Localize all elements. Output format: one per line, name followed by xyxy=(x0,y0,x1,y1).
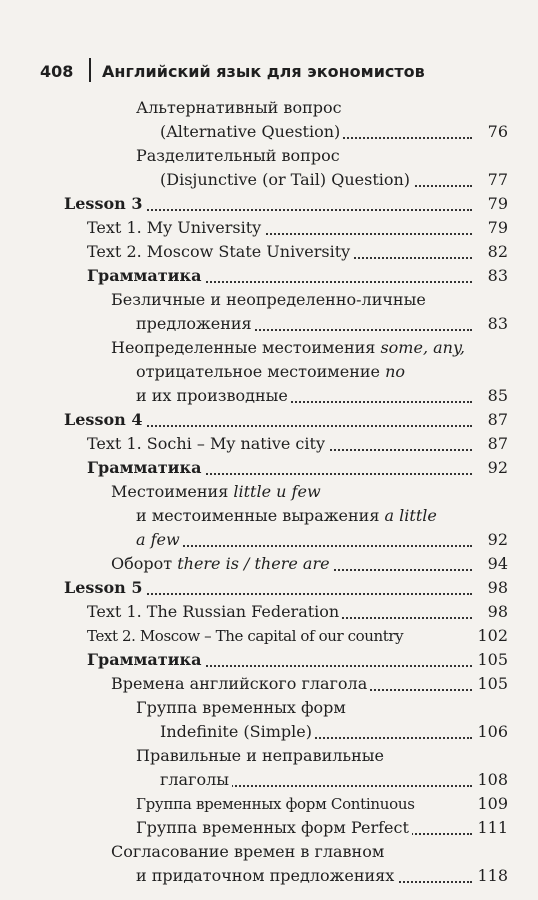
toc-text-italic: there is / there are xyxy=(177,554,330,573)
book-title: Английский язык для экономистов xyxy=(102,62,425,81)
toc-entry-label: Времена английского глагола xyxy=(111,672,370,696)
toc-text-part: Оборот xyxy=(111,554,173,573)
toc-page-number: 87 xyxy=(487,410,508,429)
toc-page-number: 82 xyxy=(487,242,508,261)
toc-lesson xyxy=(64,576,508,600)
toc-page-number: 92 xyxy=(487,530,508,549)
toc-entry-text: Правильные и неправильные xyxy=(136,746,384,765)
toc-entry-label: глаголы xyxy=(160,768,232,792)
toc-entry-text xyxy=(111,480,321,504)
toc-entry-text xyxy=(136,360,405,384)
toc-entry xyxy=(136,792,508,816)
toc-entry xyxy=(160,768,508,792)
toc-entry xyxy=(87,432,508,456)
toc-entry xyxy=(87,624,508,648)
toc-entry-label: и их производные xyxy=(136,384,291,408)
toc-grammar xyxy=(87,648,508,672)
toc-page-number: 92 xyxy=(487,458,508,477)
toc-entry xyxy=(87,600,508,624)
toc-entry-label: Группа временных форм Perfect xyxy=(136,816,412,840)
toc-entry-label: Text 2. Moscow – The capital of our country xyxy=(87,624,406,648)
toc-text-part: Неопределенные местоимения xyxy=(111,338,376,357)
toc-entry xyxy=(136,384,508,408)
toc-page-number: 98 xyxy=(487,578,508,597)
toc-grammar xyxy=(87,264,508,288)
toc-page-number: 102 xyxy=(477,626,508,645)
toc-lesson-label: Lesson 5 xyxy=(64,576,145,600)
toc-page-number: 83 xyxy=(487,266,508,285)
toc-lesson-label: Lesson 3 xyxy=(64,192,145,216)
toc-entry xyxy=(136,864,508,888)
toc-lesson xyxy=(64,408,508,432)
toc-entry-text: Группа временных форм xyxy=(136,698,346,717)
toc-entry-label: a few xyxy=(136,528,183,552)
toc-page-number: 79 xyxy=(487,194,508,213)
toc-entry xyxy=(87,216,508,240)
toc-entry xyxy=(111,552,508,576)
toc-text-italic: no xyxy=(385,362,406,381)
toc-entry xyxy=(136,528,508,552)
toc-page-number: 94 xyxy=(487,554,508,573)
toc-entry-label: Группа временных форм Continuous xyxy=(136,792,418,816)
toc-page-number: 105 xyxy=(477,674,508,693)
toc-entry-text: Альтернативный вопрос xyxy=(136,98,342,117)
toc-entry-label: Text 1. Sochi – My native city xyxy=(87,432,328,456)
toc-entry xyxy=(136,312,508,336)
page-number: 408 xyxy=(40,62,74,81)
toc-entry-label: (Disjunctive (or Tail) Question) xyxy=(160,168,413,192)
toc-lesson-label: Lesson 4 xyxy=(64,408,145,432)
toc-page-number: 118 xyxy=(477,866,508,885)
toc-entry xyxy=(160,120,508,144)
toc-page-number: 79 xyxy=(487,218,508,237)
toc-grammar-label: Грамматика xyxy=(87,264,204,288)
toc-page-number: 109 xyxy=(477,794,508,813)
toc-page-number: 76 xyxy=(487,122,508,141)
toc-entry-label: предложения xyxy=(136,312,255,336)
toc-entry-text: Согласование времен в главном xyxy=(111,842,385,861)
toc-entry-label: Text 1. The Russian Federation xyxy=(87,600,342,624)
toc-text-italic: some, any, xyxy=(380,338,465,357)
toc-entry-text: Безличные и неопределенно-личные xyxy=(111,290,426,309)
toc-entry-text xyxy=(111,336,465,360)
toc-page-number: 106 xyxy=(477,722,508,741)
toc-text-part: и местоименные выражения xyxy=(136,506,380,525)
toc-entry xyxy=(111,672,508,696)
toc-grammar-label: Грамматика xyxy=(87,456,204,480)
toc-text-part: Местоимения xyxy=(111,482,229,501)
toc-grammar xyxy=(87,456,508,480)
toc-entry-text xyxy=(136,504,437,528)
toc-entry-label: (Alternative Question) xyxy=(160,120,343,144)
toc-entry-label xyxy=(111,552,333,576)
toc-page-number: 98 xyxy=(487,602,508,621)
toc-entry-text: Разделительный вопрос xyxy=(136,146,340,165)
toc-page-number: 85 xyxy=(487,386,508,405)
toc-text-italic: a little xyxy=(384,506,437,525)
toc-lesson xyxy=(64,192,508,216)
toc-page-number: 77 xyxy=(487,170,508,189)
toc-page-number: 105 xyxy=(477,650,508,669)
toc-page-number: 83 xyxy=(487,314,508,333)
toc-entry xyxy=(160,168,508,192)
toc-page-number: 108 xyxy=(477,770,508,789)
toc-page-number: 87 xyxy=(487,434,508,453)
toc-entry-label: Indefinite (Simple) xyxy=(160,720,315,744)
toc-entry-label: и придаточном предложениях xyxy=(136,864,397,888)
toc-text-italic: little и few xyxy=(233,482,321,501)
toc-text-part: отрицательное местоимение xyxy=(136,362,380,381)
toc-entry-label: Text 1. My University xyxy=(87,216,264,240)
toc-entry xyxy=(136,816,508,840)
toc-page-number: 111 xyxy=(477,818,508,837)
toc-entry-label: Text 2. Moscow State University xyxy=(87,240,353,264)
leader-dots xyxy=(136,545,472,547)
toc-entry xyxy=(160,720,508,744)
toc-entry xyxy=(87,240,508,264)
toc-grammar-label: Грамматика xyxy=(87,648,204,672)
